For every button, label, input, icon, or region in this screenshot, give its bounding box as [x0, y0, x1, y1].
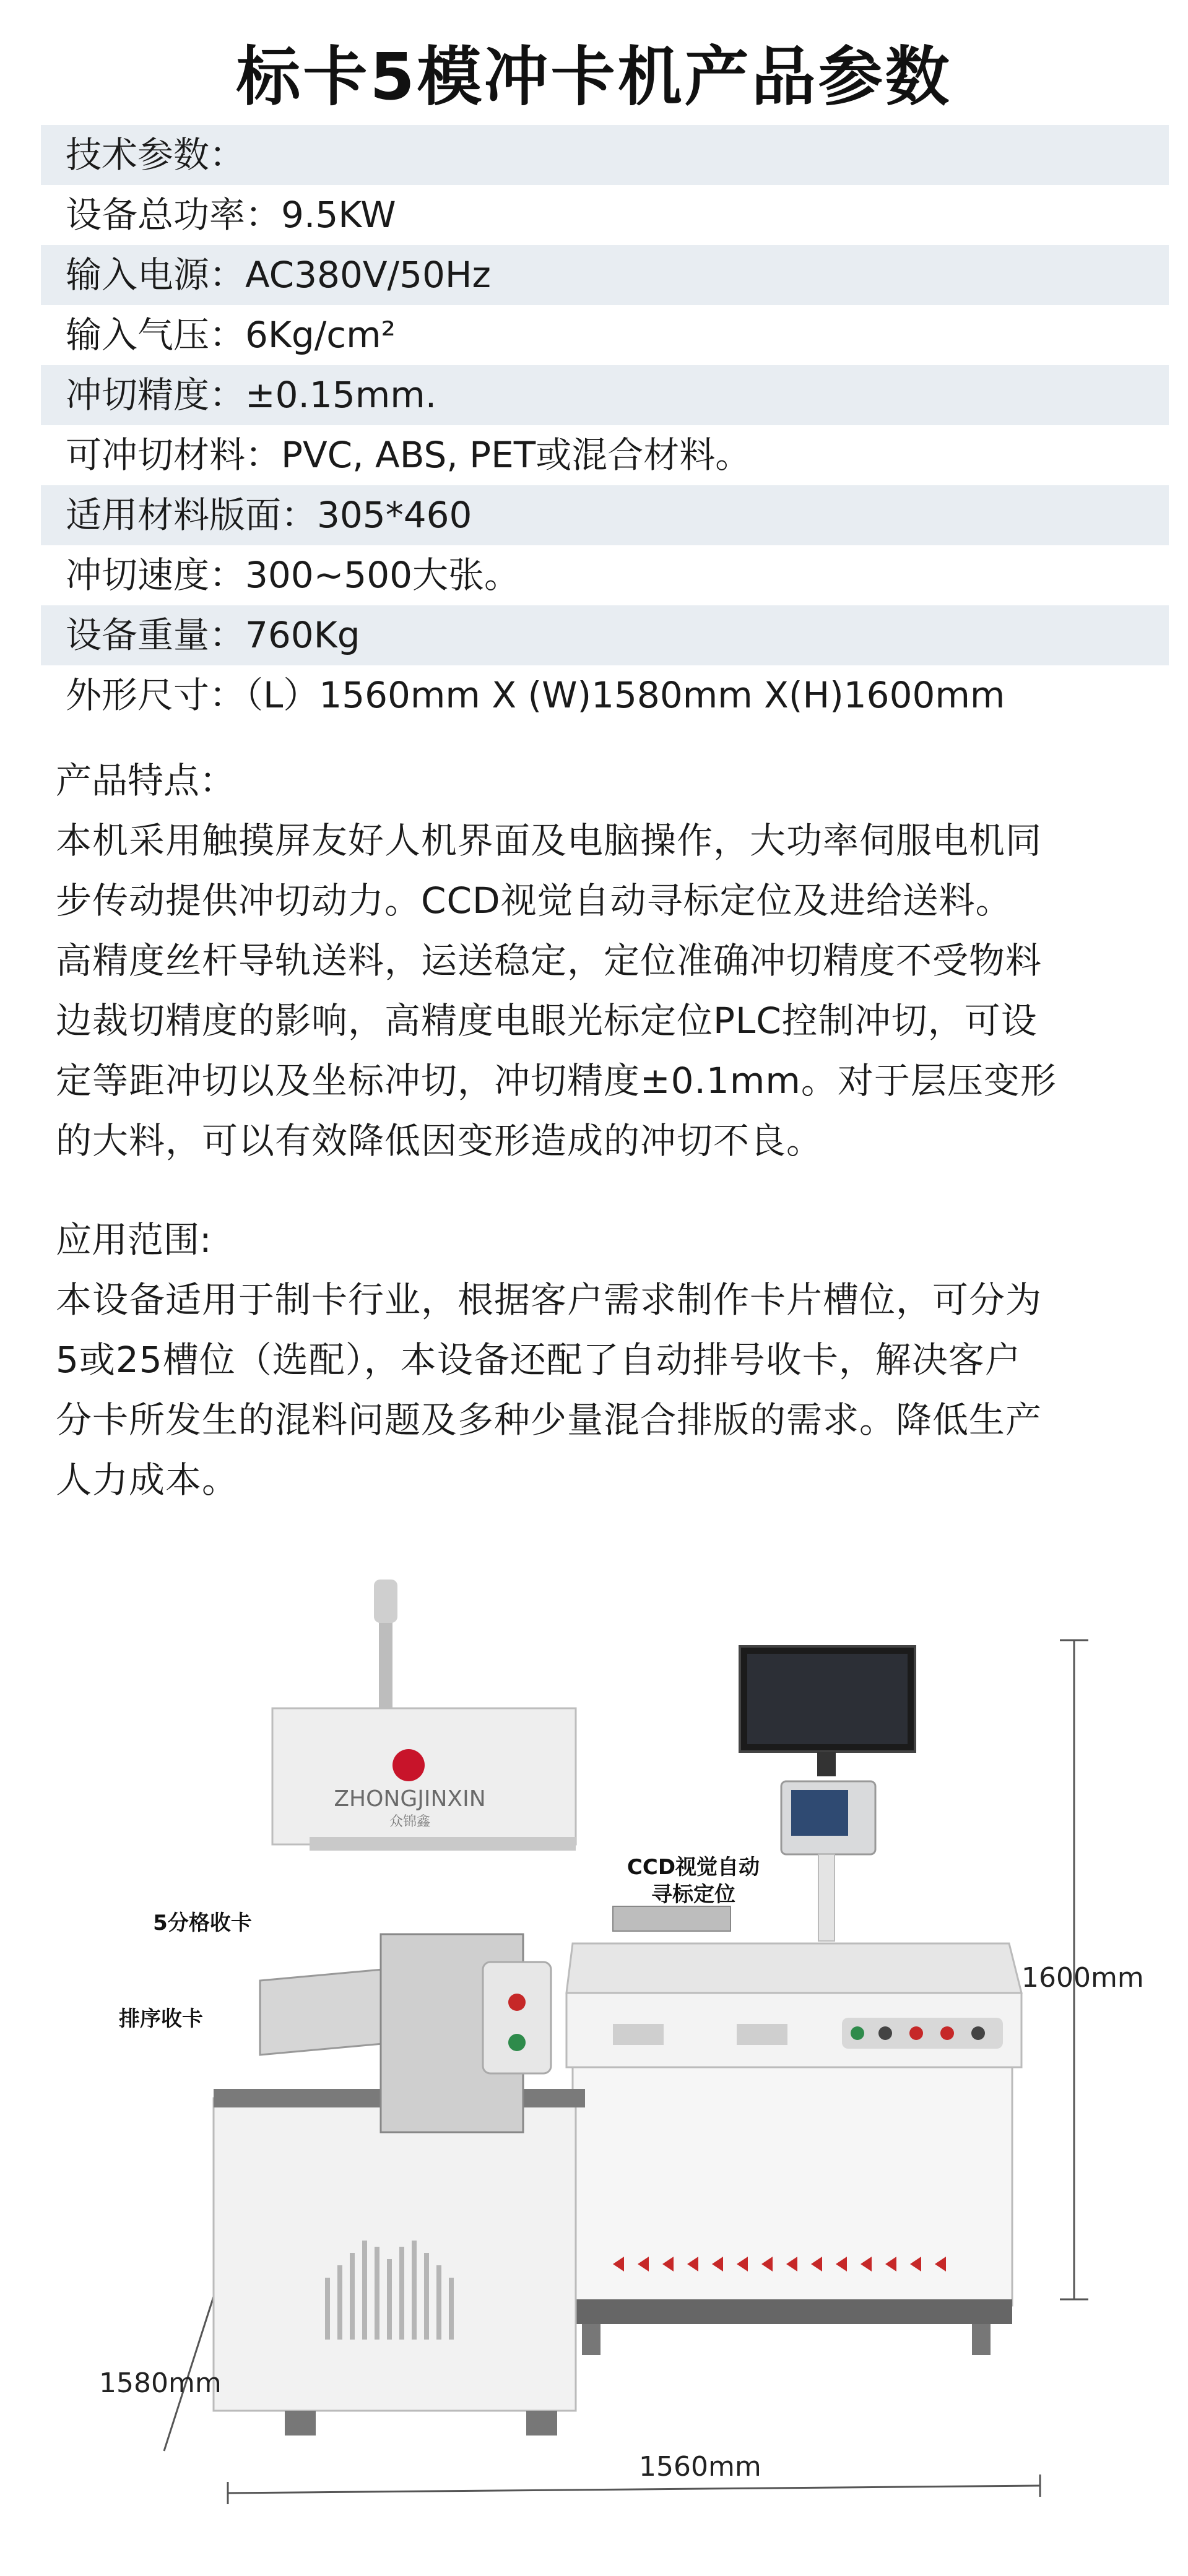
brand-label: ZHONGJINXIN: [334, 1786, 486, 1812]
spec-row: 冲切精度：±0.15mm.: [41, 365, 1169, 425]
spec-row: 外形尺寸：（L）1560mm X (W)1580mm X(H)1600mm: [66, 674, 1005, 716]
machine-figure: [0, 1535, 1188, 2576]
spec-row: 设备总功率：9.5KW: [66, 194, 396, 236]
applications-line: 5或25槽位（选配），本设备还配了自动排号收卡，解决客户: [56, 1339, 1021, 1381]
features-line: 步传动提供冲切动力。CCD视觉自动寻标定位及进给送料。: [56, 880, 1012, 922]
features-line: 边裁切精度的影响，高精度电眼光标定位PLC控制冲切，可设: [56, 1000, 1038, 1042]
applications-heading: 应用范围:: [56, 1219, 212, 1261]
spec-row: 输入气压：6Kg/cm²: [66, 314, 396, 356]
spec-table: [41, 125, 1169, 725]
spec-row: 适用材料版面：305*460: [41, 485, 1169, 545]
dimension-height: 1600mm: [1021, 1962, 1144, 1994]
applications-section: [56, 1210, 1170, 1510]
brand-label-cn: 众锦鑫: [389, 1814, 431, 1830]
callout-ccd-line: 寻标定位: [651, 1882, 735, 1907]
applications-line: 分卡所发生的混料问题及多种少量混合排版的需求。降低生产: [56, 1399, 1043, 1441]
spec-row: 输入电源：AC380V/50Hz: [41, 245, 1169, 305]
applications-line: 本设备适用于制卡行业，根据客户需求制作卡片槽位，可分为: [56, 1279, 1043, 1321]
spec-row: 设备重量：760Kg: [41, 605, 1169, 665]
spec-row: 冲切速度：300~500大张。: [66, 554, 521, 596]
features-line: 高精度丝杆导轨送料，运送稳定，定位准确冲切精度不受物料: [56, 940, 1043, 982]
dimension-width: 1580mm: [99, 2367, 222, 2399]
callout-ccd-line: CCD视觉自动: [627, 1855, 760, 1880]
applications-line: 人力成本。: [56, 1459, 239, 1501]
machine-illustration: [0, 1535, 1188, 2576]
page-title: 标卡5模冲卡机产品参数: [236, 39, 952, 115]
spec-row: 技术参数：: [41, 125, 1169, 185]
callout-5-slot: 5分格收卡: [153, 1911, 252, 1935]
features-heading: 产品特点：: [56, 759, 236, 802]
callout-ccd: [610, 1854, 777, 1908]
features-line: 的大料，可以有效降低因变形造成的冲切不良。: [56, 1120, 823, 1162]
features-section: [56, 751, 1170, 1171]
features-line: 本机采用触摸屏友好人机界面及电脑操作，大功率伺服电机同: [56, 819, 1043, 862]
features-line: 定等距冲切以及坐标冲切，冲切精度±0.1mm。对于层压变形: [56, 1060, 1057, 1102]
callout-sort: 排序收卡: [119, 2007, 203, 2031]
dimension-length: 1560mm: [639, 2451, 761, 2483]
spec-row: 可冲切材料：PVC, ABS, PET或混合材料。: [66, 434, 752, 476]
